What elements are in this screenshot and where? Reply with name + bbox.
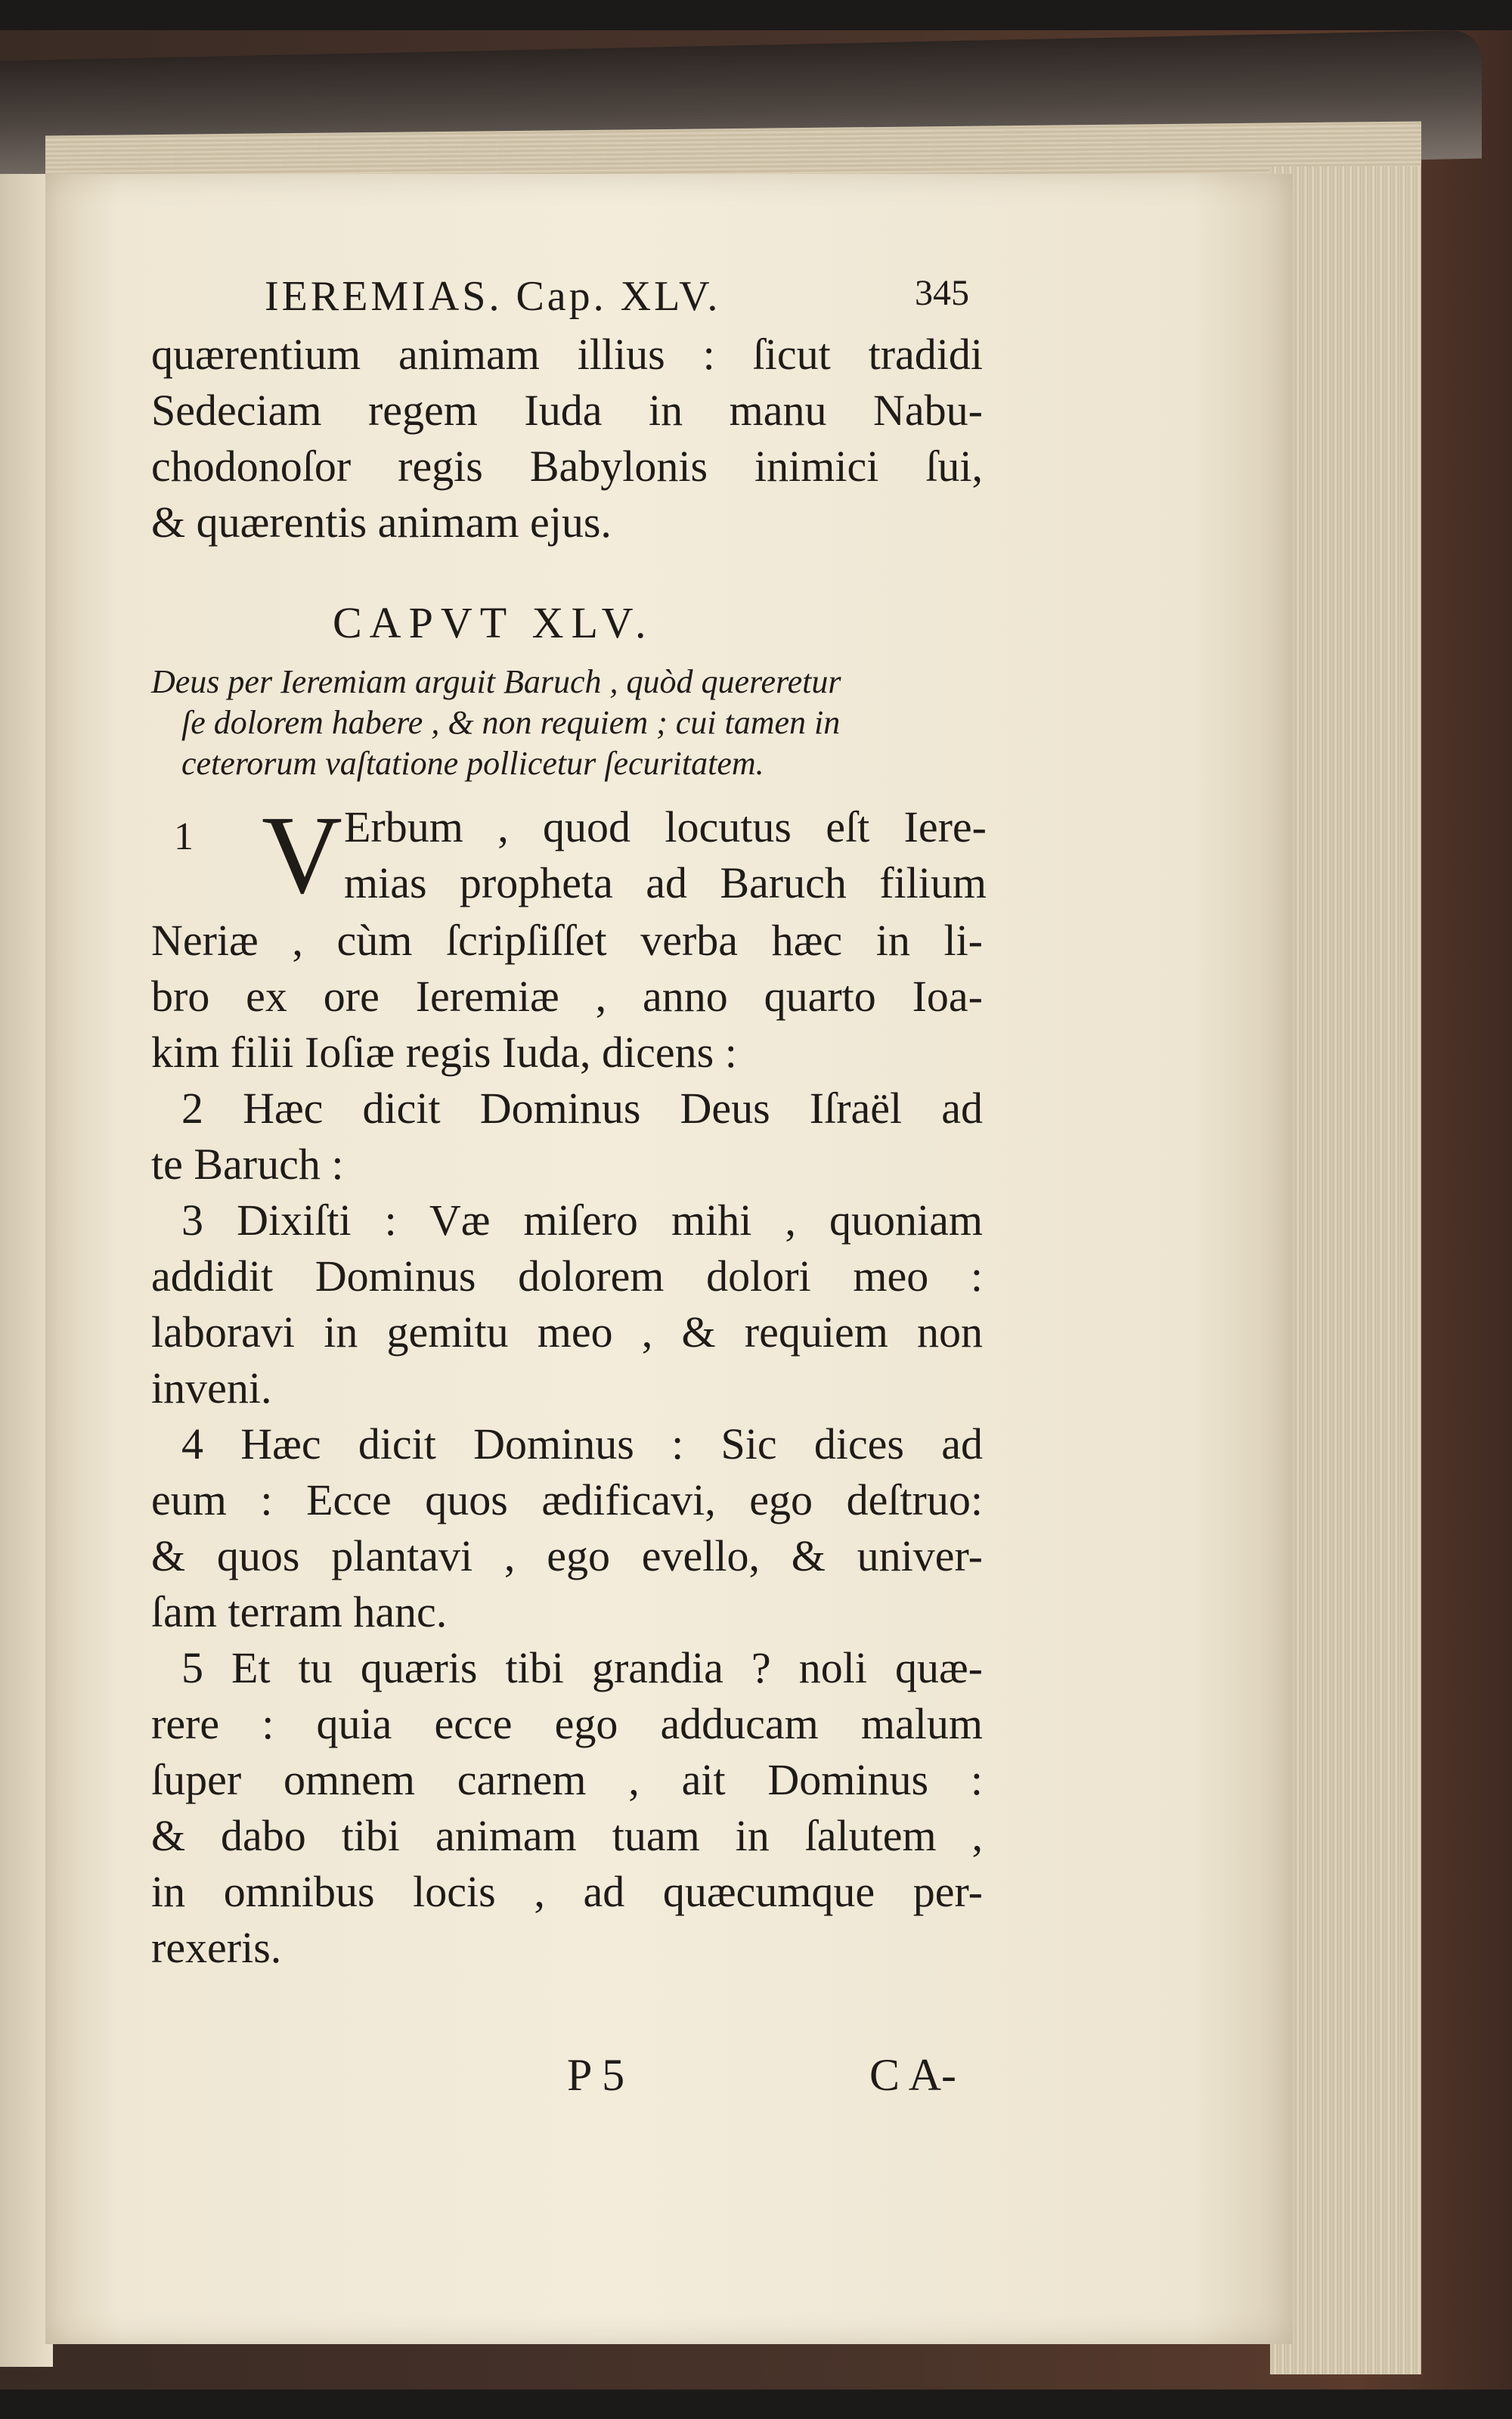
text-line: 2 Hæc dicit Dominus Deus Iſraël ad: [181, 1084, 983, 1133]
text-line: chodonoſor regis Babylonis inimici ſui,: [151, 442, 983, 491]
chapter-summary-line: Deus per Ieremiam arguit Baruch , quòd quereretur: [151, 663, 841, 700]
signature-mark: P 5: [567, 2050, 625, 2100]
text-line: mias propheta ad Baruch filium: [344, 858, 987, 907]
text-line: laboravi in gemitu meo , & requiem non: [151, 1307, 983, 1357]
text-line: in omnibus locis , ad quæcumque per-: [151, 1867, 983, 1916]
text-line: & quærentis animam ejus.: [151, 498, 612, 547]
text-line: rere : quia ecce ego adducam malum: [151, 1699, 983, 1748]
text-line: te Baruch :: [151, 1140, 344, 1189]
text-line: eum : Ecce quos ædificavi, ego deſtruo:: [151, 1475, 983, 1524]
text-line: ſam terram hanc.: [151, 1587, 448, 1636]
verse-number: 1: [174, 815, 194, 858]
text-line: 4 Hæc dicit Dominus : Sic dices ad: [181, 1419, 983, 1468]
catchword: C A-: [869, 2050, 957, 2100]
text-line: ſuper omnem carnem , ait Dominus :: [151, 1755, 983, 1804]
text-line: kim filii Ioſiæ regis Iuda, dicens :: [151, 1028, 737, 1077]
page-number: 345: [915, 273, 969, 313]
text-line: addidit Dominus dolorem dolori meo :: [151, 1251, 983, 1301]
text-line: 3 Dixiſti : Væ miſero mihi , quoniam: [181, 1196, 983, 1245]
chapter-heading: CAPVT XLV.: [333, 598, 654, 647]
drop-cap: V: [262, 793, 342, 917]
text-line: rexeris.: [151, 1923, 282, 1972]
running-head: IEREMIAS. Cap. XLV.: [265, 273, 721, 320]
text-line: quærentium animam illius : ſicut tradidi: [151, 330, 983, 379]
text-line: inveni.: [151, 1363, 272, 1413]
page-footer: [151, 2049, 983, 2110]
verse-1-opening: [174, 793, 1005, 926]
text-line: Neriæ , cùm ſcripſiſſet verba hæc in li-: [151, 916, 983, 965]
text-line: Sedeciam regem Iuda in manu Nabu-: [151, 386, 983, 435]
text-line: bro ex ore Ieremiæ , anno quarto Ioa-: [151, 972, 983, 1021]
text-line: 5 Et tu quæris tibi grandia ? noli quæ-: [181, 1643, 983, 1692]
chapter-summary-line: ſe dolorem habere , & non requiem ; cui tamen in: [181, 704, 841, 741]
text-line: & quos plantavi , ego evello, & univer-: [151, 1531, 983, 1580]
text-line: Erbum , quod locutus eſt Iere-: [344, 802, 987, 851]
text-line: & dabo tibi animam tuam in ſalutem ,: [151, 1811, 983, 1860]
page-block-fore-edge: [1270, 166, 1421, 2374]
chapter-summary-line: ceterorum vaſtatione pollicetur ſecuritatem.: [181, 745, 764, 782]
